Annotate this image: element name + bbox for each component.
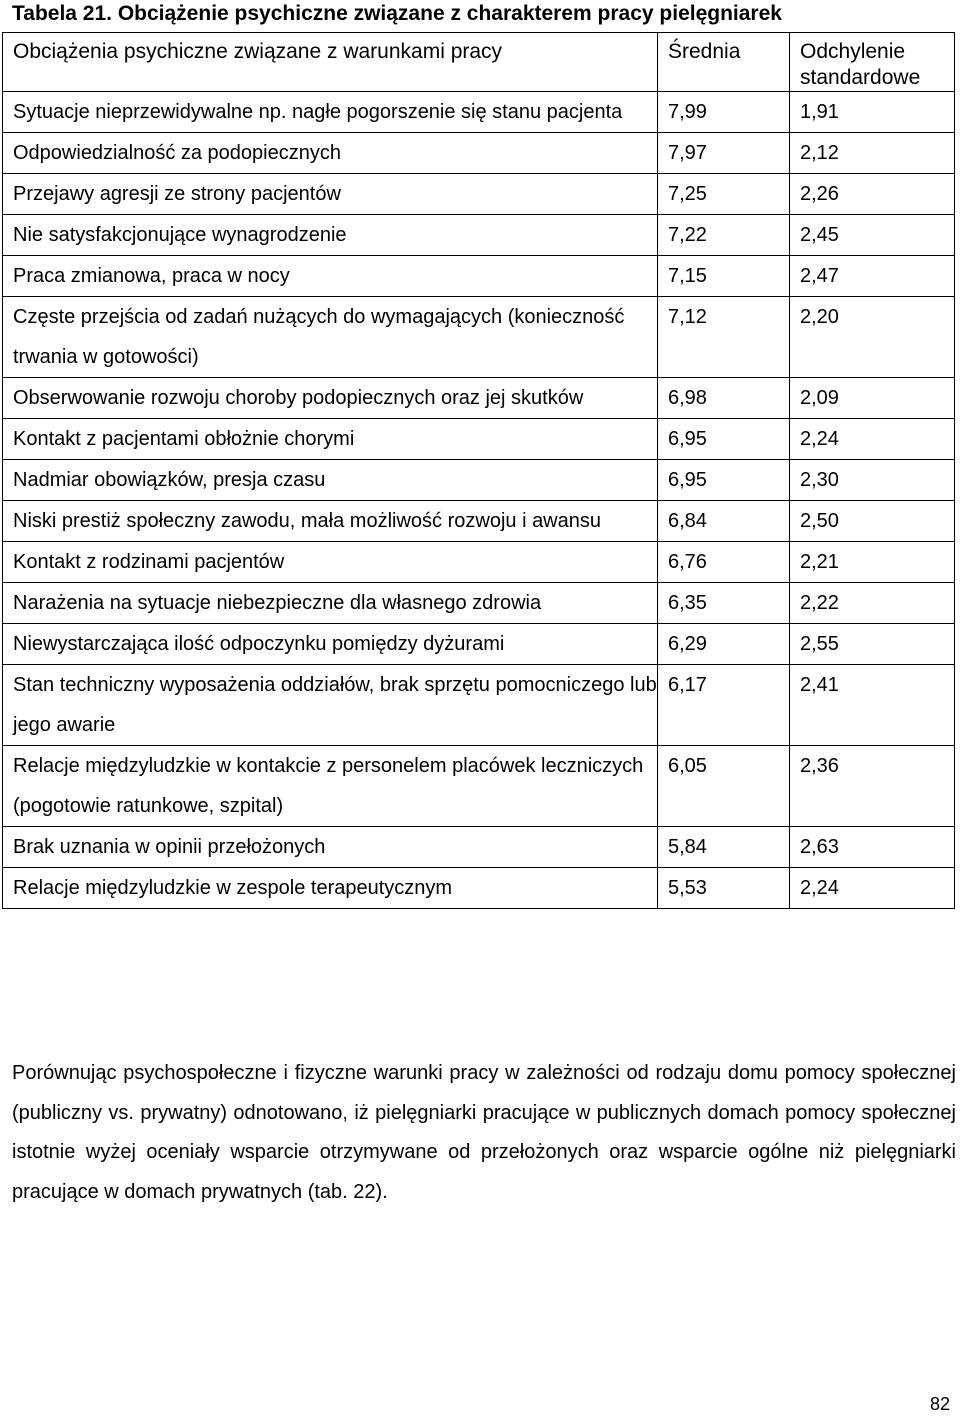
row-factor: Kontakt z pacjentami obłożnie chorymi (3, 419, 658, 460)
table-row (3, 827, 955, 868)
row-std: 2,36 (790, 746, 955, 827)
table-row (3, 868, 955, 909)
header-mean: Średnia (658, 33, 790, 92)
row-mean: 6,95 (658, 460, 790, 501)
row-std: 2,24 (790, 419, 955, 460)
row-std: 2,50 (790, 501, 955, 542)
row-mean: 7,12 (658, 297, 790, 378)
body-paragraph: Porównując psychospołeczne i fizyczne warunki pracy w zależności od rodzaju domu pomocy społecznej (publiczny vs. prywatny) odnotowano, iż pielęgniarki pracujące w publicznych domach pomocy społecznej istotnie wyżej oceniały wsparcie otrzymywane od przełożonych oraz wsparcie ogólne niż pielęgniarki pracujące w domach prywatnych (tab. 22). (12, 1062, 956, 1203)
row-factor: Narażenia na sytuacje niebezpieczne dla własnego zdrowia (3, 583, 658, 624)
table-row (3, 133, 955, 174)
row-mean: 6,84 (658, 501, 790, 542)
row-factor: Relacje międzyludzkie w kontakcie z personelem placówek leczniczych (pogotowie ratunkowe, szpital) (3, 746, 658, 827)
row-std: 2,20 (790, 297, 955, 378)
table-row (3, 583, 955, 624)
row-factor: Nie satysfakcjonujące wynagrodzenie (3, 215, 658, 256)
row-mean: 7,15 (658, 256, 790, 297)
row-mean: 5,53 (658, 868, 790, 909)
row-std: 2,45 (790, 215, 955, 256)
table-header-row (3, 33, 955, 92)
row-mean: 7,25 (658, 174, 790, 215)
table-row (3, 542, 955, 583)
row-mean: 6,98 (658, 378, 790, 419)
row-std: 2,22 (790, 583, 955, 624)
row-factor: Praca zmianowa, praca w nocy (3, 256, 658, 297)
table-row (3, 92, 955, 133)
row-factor: Sytuacje nieprzewidywalne np. nagłe pogorszenie się stanu pacjenta (3, 92, 658, 133)
table-row (3, 746, 955, 827)
row-mean: 6,95 (658, 419, 790, 460)
row-mean: 6,29 (658, 624, 790, 665)
page-number: 82 (929, 1394, 950, 1414)
row-std: 2,41 (790, 665, 955, 746)
row-factor: Niski prestiż społeczny zawodu, mała możliwość rozwoju i awansu (3, 501, 658, 542)
row-mean: 6,76 (658, 542, 790, 583)
row-std: 2,26 (790, 174, 955, 215)
row-mean: 5,84 (658, 827, 790, 868)
row-mean: 6,17 (658, 665, 790, 746)
row-factor: Obserwowanie rozwoju choroby podopiecznych oraz jej skutków (3, 378, 658, 419)
row-mean: 6,35 (658, 583, 790, 624)
table-row (3, 460, 955, 501)
row-factor: Przejawy agresji ze strony pacjentów (3, 174, 658, 215)
row-mean: 7,99 (658, 92, 790, 133)
data-table (2, 32, 955, 909)
table-row (3, 174, 955, 215)
row-factor: Częste przejścia od zadań nużących do wymagających (konieczność trwania w gotowości) (3, 297, 658, 378)
header-std: Odchylenie standardowe (790, 33, 955, 92)
table-row (3, 624, 955, 665)
table-caption: Tabela 21. Obciążenie psychiczne związane z charakterem pracy pielęgniarek (12, 2, 782, 25)
row-factor: Stan techniczny wyposażenia oddziałów, brak sprzętu pomocniczego lub jego awarie (3, 665, 658, 746)
row-factor: Kontakt z rodzinami pacjentów (3, 542, 658, 583)
table-row (3, 419, 955, 460)
row-factor: Nadmiar obowiązków, presja czasu (3, 460, 658, 501)
row-std: 1,91 (790, 92, 955, 133)
row-factor: Odpowiedzialność za podopiecznych (3, 133, 658, 174)
row-factor: Relacje międzyludzkie w zespole terapeutycznym (3, 868, 658, 909)
table-row (3, 378, 955, 419)
row-factor: Brak uznania w opinii przełożonych (3, 827, 658, 868)
row-mean: 7,97 (658, 133, 790, 174)
row-std: 2,12 (790, 133, 955, 174)
row-std: 2,21 (790, 542, 955, 583)
row-mean: 6,05 (658, 746, 790, 827)
row-std: 2,47 (790, 256, 955, 297)
row-std: 2,30 (790, 460, 955, 501)
row-std: 2,24 (790, 868, 955, 909)
header-factor: Obciążenia psychiczne związane z warunkami pracy (3, 33, 658, 92)
table-row (3, 297, 955, 378)
table-row (3, 501, 955, 542)
row-std: 2,55 (790, 624, 955, 665)
table-row (3, 256, 955, 297)
row-mean: 7,22 (658, 215, 790, 256)
row-std: 2,63 (790, 827, 955, 868)
row-std: 2,09 (790, 378, 955, 419)
table-row (3, 215, 955, 256)
row-factor: Niewystarczająca ilość odpoczynku pomiędzy dyżurami (3, 624, 658, 665)
table-row (3, 665, 955, 746)
